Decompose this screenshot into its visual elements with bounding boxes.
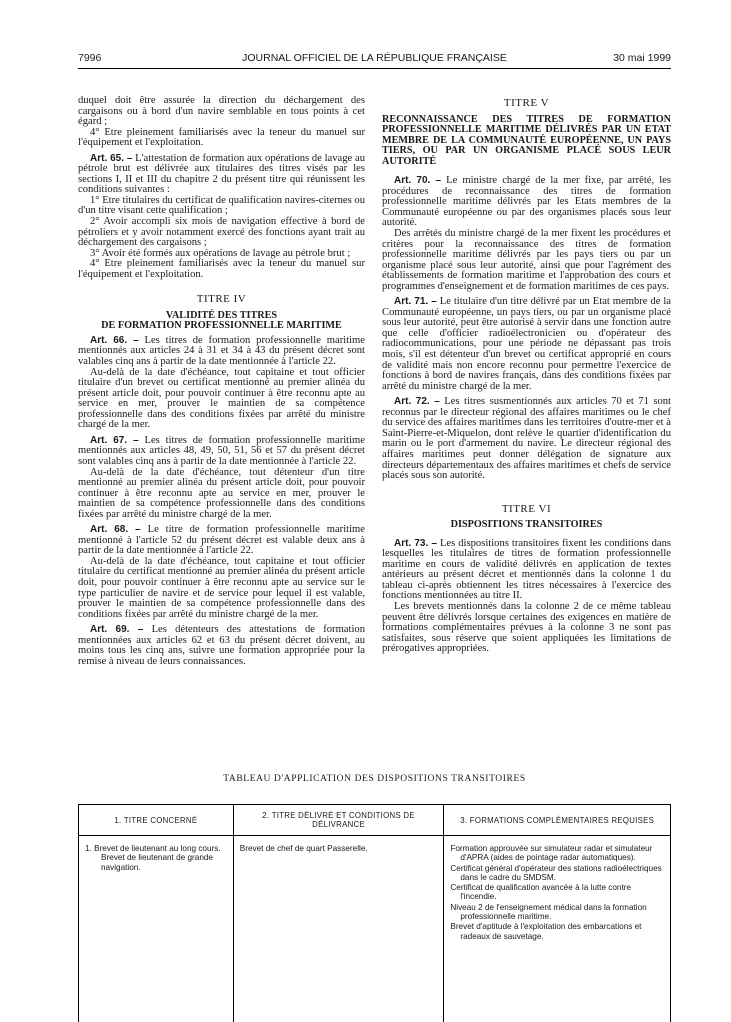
article-71 [382,297,671,392]
transitional-provisions-table [78,804,671,1022]
list-item: Niveau 2 de l'enseignement médical dans la formation professionnelle maritime. [450,903,664,922]
article-text: Le titulaire d'un titre délivré par un Etat membre de la Communauté européenne, un pays tiers, ou par un organisme placé sous leur autorité, peut être autorisé à servir dans une fonction autre que celle d'officier radioélectronicien ou d'opérateur des radiocommunications, pour une période ne dépassant pas trois mois, s'il est détenteur d'un brevet ou certificat approprié en cours de validité mais non encore reconnu pour permettre l'exercice de fonctions à bord de navires français, dans des conditions fixées par arrêté du ministre chargé de la mer. [382,296,671,391]
article-69 [78,625,365,667]
article-65 [78,154,365,196]
article-text: Les titres de formation professionnelle maritime mentionnés aux articles 24 à 31 et 34 à 43 du présent décret sont valables cinq ans à partir de la date mentionnée à l'article 22. [78,335,365,367]
article-label: Art. 66. – [90,335,139,346]
paragraph: 1° Etre titulaires du certificat de qualification navires-citernes ou d'un titre visant cette qualification ; [78,196,365,217]
paragraph: Les brevets mentionnés dans la colonne 2 de ce même tableau peuvent être délivrés lorsque certaines des exigences en matière de formations complémentaires prévues à la colonne 3 ne sont pas satisfaites, sous réserve que soient appliquées les limitations de prérogatives appropriées. [382,602,671,655]
titre-v-subtitle: RECONNAISSANCE DES TITRES DE FORMATION PROFESSIONNELLE MARITIME DÉLIVRÉS PAR UN ETAT MEMBRE DE LA COMMUNAUTÉ EUROPÉENNE, UN PAYS TIERS, OU PAR UN ORGANISME PLACÉ SOUS LEUR AUTORITÉ [382,115,671,168]
table-cell-titre-delivre [233,836,444,1022]
article-label: Art. 69. – [90,624,143,635]
article-73 [382,539,671,602]
article-text: Les titres susmentionnés aux articles 70 et 71 sont reconnus par le directeur régional des affaires maritimes ou le chef du service des affaires maritimes dans les territoires d'outre-mer et à Saint-Pierre-et-Miquelon, dont relève le quartier d'identification du marin ou le port d'armement du navire. Le directeur régional des affaires maritimes peut donner délégation de signature aux directeurs départementaux des affaires maritimes et chefs de service placés sous son autorité. [382,396,671,481]
paragraph: duquel doit être assurée la direction du déchargement des cargaisons ou à bord d'un navire semblable en tous points à cet égard ; [78,96,365,128]
cell-text: 1. Brevet de lieutenant au long cours. [85,844,227,853]
table-row [79,836,671,1022]
article-text: Le ministre chargé de la mer fixe, par arrêté, les procédures de reconnaissance des titres de formation professionnelle maritime délivrés par les Etats membres de la Communauté européenne ou par des organismes placés sous leur autorité. [382,175,671,228]
article-66 [78,336,365,368]
article-text: Les dispositions transitoires fixent les conditions dans lesquelles les titulaires de titres de formation professionnelle maritime en cours de validité délivrés en application de textes antérieurs au présent décret et mentionnés dans la colonne 1 du tableau ci-après obtiennent les titres nécessaires à l'exercice des fonctions mentionnées au titre II. [382,538,671,602]
paragraph: 4° Etre pleinement familiarisés avec la teneur du manuel sur l'équipement et l'exploitation. [78,259,365,280]
cell-text: Brevet de chef de quart Passerelle. [240,844,438,853]
titre-v-heading: TITRE V [382,98,671,109]
article-text: L'attestation de formation aux opérations de lavage au pétrole brut est délivrée aux titulaires des titres visés par les sections I, II et III du chapitre 2 du présent titre qui réunissent les conditions suivantes : [78,153,365,196]
paragraph: Des arrêtés du ministre chargé de la mer fixent les procédures et critères pour la reconnaissance des titres de formation professionnelle maritime délivrés par les pays tiers ou par un organisme placé sous leur autorité, ainsi que pour l'agrément des établissements de formation maritime et l'approbation des cours et programmes d'enseignement et de formation maritimes de ces pays. [382,229,671,292]
list-item: Formation approuvée sur simulateur radar et simulateur d'APRA (aides de pointage radar automatiques). [450,844,664,863]
left-column [78,96,365,667]
article-70 [382,176,671,229]
article-label: Art. 71. – [394,296,437,307]
column-header: 1. TITRE CONCERNÉ [79,805,234,836]
titre-iv-subtitle: VALIDITÉ DES TITRES [78,311,365,322]
journal-title: JOURNAL OFFICIEL DE LA RÉPUBLIQUE FRANÇAISE [78,52,671,64]
titre-iv-heading: TITRE IV [78,294,365,305]
cell-text: Brevet de lieutenant de grande navigation. [85,853,227,872]
table-cell-titre-concerne [79,836,234,1022]
column-header: 3. FORMATIONS COMPLÉMENTAIRES REQUISES [444,805,671,836]
table-header-row [79,805,671,836]
paragraph: 2° Avoir accompli six mois de navigation effective à bord de pétroliers et y avoir notamment exercé des fonctions ayant trait au déchargement des cargaisons ; [78,217,365,249]
titre-iv-subtitle-2: DE FORMATION PROFESSIONNELLE MARITIME [78,321,365,332]
article-label: Art. 73. – [394,538,437,549]
page-header [78,52,671,66]
article-72 [382,397,671,481]
titre-vi-subtitle: DISPOSITIONS TRANSITOIRES [382,520,671,531]
list-item: Certificat de qualification avancée à la lutte contre l'incendie. [450,883,664,902]
article-text: Les titres de formation professionnelle maritime mentionnés aux articles 48, 49, 50, 51, 56 et 57 du présent décret sont valables cinq ans à partir de la date mentionnée à l'article 22. [78,435,365,467]
issue-date: 30 mai 1999 [613,52,671,64]
column-header: 2. TITRE DÉLIVRÉ ET CONDITIONS DE DÉLIVRANCE [233,805,444,836]
paragraph: Au-delà de la date d'échéance, tout capitaine et tout officier titulaire d'un brevet ou certificat mentionné au premier alinéa du présent article doit, pour pouvoir continuer à être reconnu apte au service en mer, prouver le maintien de sa compétence professionnelle dans des conditions fixées par arrêté du ministre chargé de la mer. [78,368,365,431]
paragraph: 4° Etre pleinement familiarisés avec la teneur du manuel sur l'équipement et l'exploitation. [78,128,365,149]
list-item: Brevet d'aptitude à l'exploitation des embarcations et radeaux de sauvetage. [450,922,664,941]
article-label: Art. 65. – [90,153,132,164]
article-68 [78,525,365,557]
paragraph: 3° Avoir été formés aux opérations de lavage au pétrole brut ; [78,249,365,260]
paragraph: Au-delà de la date d'échéance, tout détenteur d'un titre mentionné au premier alinéa du présent article doit, pour pouvoir continuer à être reconnu apte au service en mer, prouver le maintien de sa compétence professionnelle dans des conditions fixées par arrêté du ministre chargé de la mer. [78,468,365,521]
article-label: Art. 72. – [394,396,440,407]
header-rule [78,68,671,69]
article-text: Les détenteurs des attestations de formation mentionnées aux articles 62 et 63 du présent décret doivent, au moins tous les cinq ans, suivre une formation appropriée pour la remise à niveau de leurs connaissances. [78,624,365,667]
table-cell-formations [444,836,671,1022]
titre-vi-heading: TITRE VI [382,504,671,515]
page-number: 7996 [78,52,101,64]
article-label: Art. 68. – [90,524,141,535]
right-column [382,96,671,655]
list-item: Certificat général d'opérateur des stations radioélectriques dans le cadre du SMDSM. [450,864,664,883]
table-title: TABLEAU D'APPLICATION DES DISPOSITIONS TRANSITOIRES [78,774,671,784]
paragraph: Au-delà de la date d'échéance, tout capitaine et tout officier titulaire du certificat mentionné au premier alinéa du présent article doit, pour pouvoir continuer à être reconnu apte au service sur le type particulier de navire et de service pour lequel il est valable, prouver le maintien de sa compétence professionnelle dans des conditions fixées par arrêté du ministre chargé de la mer. [78,557,365,620]
article-text: Le titre de formation professionnelle maritime mentionné à l'article 52 du présent décret est valable deux ans à partir de la date mentionnée à l'article 22. [78,524,365,556]
article-label: Art. 67. – [90,435,139,446]
article-label: Art. 70. – [394,175,441,186]
article-67 [78,436,365,468]
